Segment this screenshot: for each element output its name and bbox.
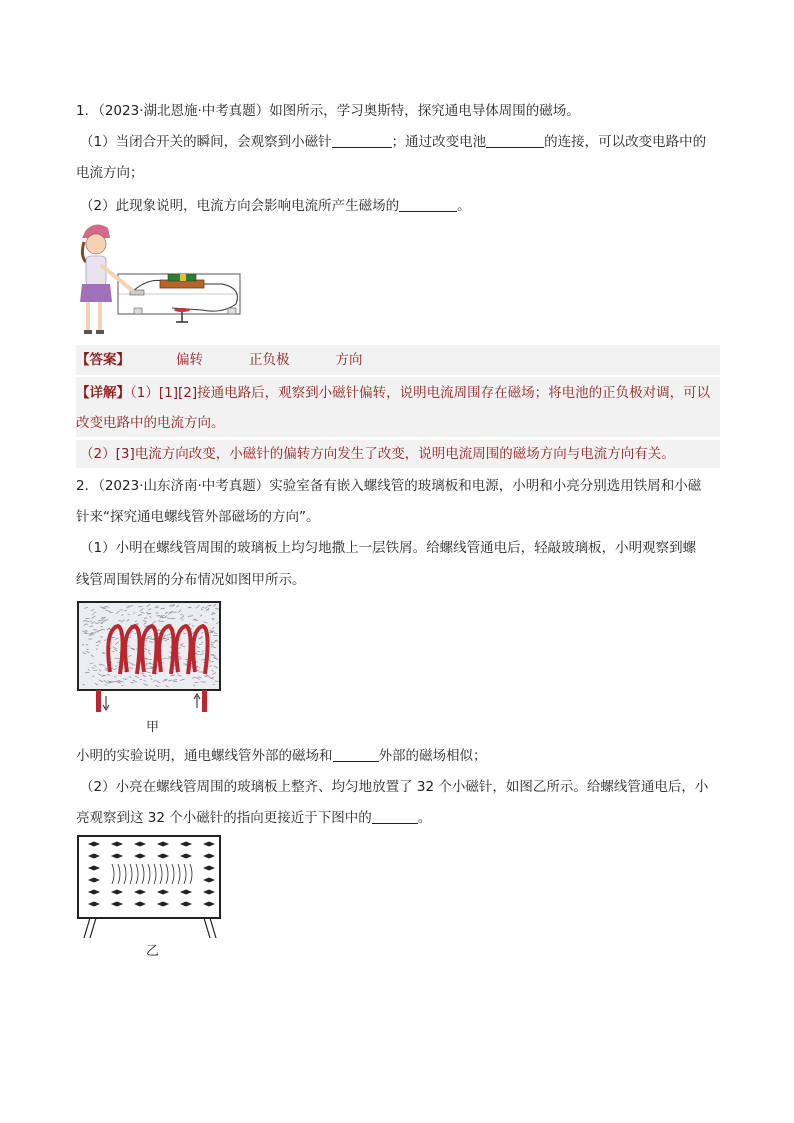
q1-header: 1．（2023·湖北恩施·中考真题）如图所示，学习奥斯特，探究通电导体周围的磁场。	[76, 103, 580, 119]
oersted-experiment-figure	[72, 222, 250, 340]
answer-blank-4[interactable]	[333, 747, 379, 762]
figure-jia-caption: 甲	[146, 720, 160, 735]
detail-line-2: 改变电路中的电流方向。	[76, 415, 225, 431]
detail-label: 【详解】	[76, 385, 130, 401]
q1-part2-text-b: 。	[457, 198, 471, 214]
answer-item-1: 偏转	[176, 352, 203, 368]
answer-row	[76, 350, 363, 370]
figure-yi-caption: 乙	[146, 944, 160, 959]
answer-blank-3[interactable]	[399, 197, 457, 212]
answer-blank-5[interactable]	[372, 809, 418, 824]
q2-part1-1: （1）小明在螺线管周围的玻璃板上均匀地撒上一层铁屑。给螺线管通电后，轻敲玻璃板，小明观察到螺	[80, 540, 697, 556]
answer-item-3: 方向	[335, 352, 363, 368]
detail-line-1	[76, 383, 710, 403]
q2-part1-3-text-b: 外部的磁场相似；	[378, 748, 487, 764]
q1-part1-text-b: ；通过改变电池	[391, 134, 487, 150]
q1-part2	[80, 196, 471, 216]
q2-part2-2-text-b: 。	[417, 810, 432, 826]
detail-line-3: （2）[3]电流方向改变，小磁针的偏转方向发生了改变，说明电流周围的磁场方向与电流方向有关。	[80, 446, 675, 462]
answer-item-2: 正负极	[249, 352, 290, 368]
q2-part1-2: 线管周围铁屑的分布情况如图甲所示。	[76, 572, 306, 588]
q1-part1-cont: 电流方向；	[76, 165, 144, 181]
detail-text-1: （1）[1][2]接通电路后，观察到小磁针偏转，说明电流周围存在磁场；将电池的正负极对调，可以	[130, 385, 711, 401]
iron-filings-figure	[76, 600, 224, 720]
q1-part1-text-c: 的连接，可以改变电路中的	[544, 134, 707, 150]
q2-header-2: 针来“探究通电螺线管外部磁场的方向”。	[76, 509, 320, 525]
answer-label: 【答案】	[76, 352, 130, 368]
compass-grid-figure	[76, 834, 224, 944]
q2-part2-2	[76, 808, 431, 828]
answer-blank-2[interactable]	[486, 133, 544, 148]
q2-part1-3	[76, 746, 487, 766]
q2-header-1: 2．（2023·山东济南·中考真题）实验室备有嵌入螺线管的玻璃板和电源，小明和小亮分别选用铁屑和小磁	[76, 478, 702, 494]
q2-part1-3-text-a: 小明的实验说明，通电螺线管外部的磁场和	[76, 748, 333, 764]
q1-part1-text-a: （1）当闭合开关的瞬间，会观察到小磁针	[80, 134, 332, 150]
answer-blank-1[interactable]	[332, 133, 392, 148]
q1-part1	[80, 132, 706, 152]
q1-part2-text-a: （2）此现象说明，电流方向会影响电流所产生磁场的	[80, 198, 400, 214]
q2-part2-1: （2）小亮在螺线管周围的玻璃板上整齐、均匀地放置了 32 个小磁针，如图乙所示。给螺线管通电后，小	[80, 779, 709, 795]
q2-part2-2-text-a: 亮观察到这 32 个小磁针的指向更接近于下图中的	[76, 810, 372, 826]
